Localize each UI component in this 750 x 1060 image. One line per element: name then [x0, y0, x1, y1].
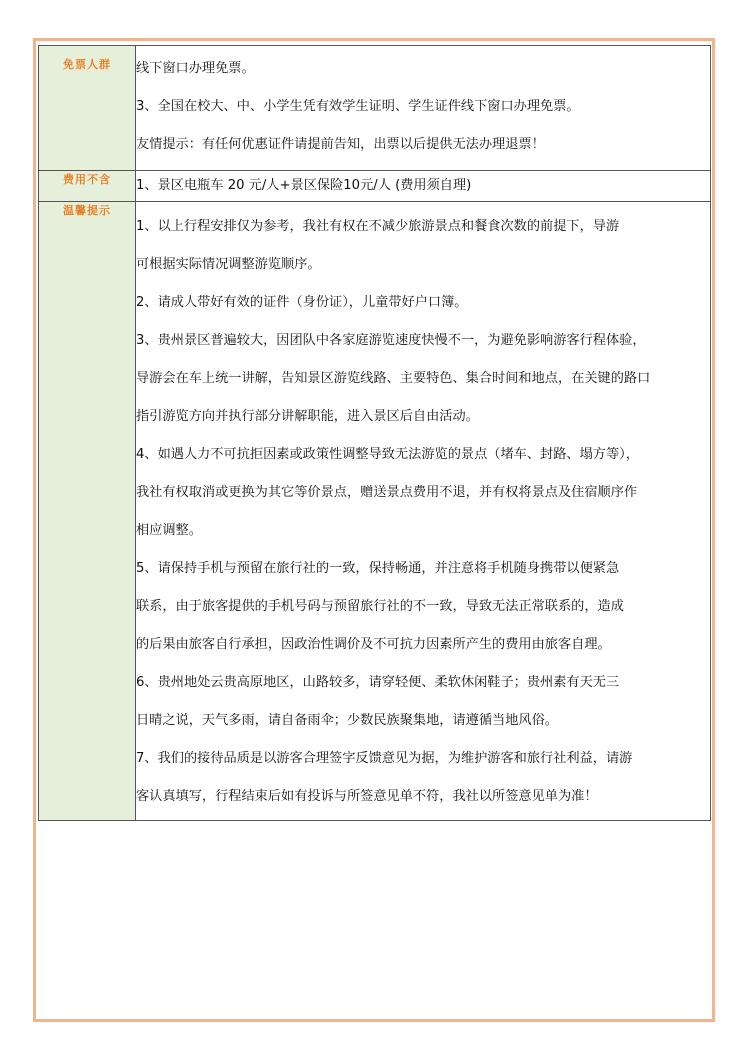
- tips-line: 指引游览方向并执行部分讲解职能，进入景区后自由活动。: [136, 409, 479, 424]
- tips-line: 6、贵州地处云贵高原地区，山路较多，请穿轻便、柔软休闲鞋子；贵州素有天无三: [136, 675, 620, 690]
- tips-row: [39, 202, 711, 821]
- tips-line: 3、贵州景区普遍较大，因团队中各家庭游览速度快慢不一，为避免影响游客行程体验，: [136, 333, 646, 348]
- tips-line: 客认真填写，行程结束后如有投诉与所签意见单不符，我社以所签意见单为准！: [136, 789, 598, 804]
- tips-line: 的后果由旅客自行承担，因政治性调价及不可抗力因素所产生的费用由旅客自理。: [136, 637, 611, 652]
- free-ticket-line: 3、全国在校大、中、小学生凭有效学生证明、学生证件线下窗口办理免票。: [136, 99, 580, 114]
- tips-line: 我社有权取消或更换为其它等价景点，赠送景点费用不退，并有权将景点及住宿顺序作: [136, 485, 638, 500]
- info-table: [38, 45, 711, 821]
- tips-line: 2、请成人带好有效的证件（身份证），儿童带好户口簿。: [136, 295, 468, 310]
- free-ticket-line: 友情提示：有任何优惠证件请提前告知，出票以后提供无法办理退票！: [136, 137, 545, 152]
- tips-line: 日晴之说，天气多雨，请自备雨伞；少数民族聚集地，请遵循当地风俗。: [136, 713, 558, 728]
- tips-line: 可根据实际情况调整游览顺序。: [136, 257, 321, 272]
- free-ticket-content: [136, 46, 711, 171]
- fee-excluded-label: 费用不含: [39, 171, 136, 202]
- tips-line: 4、如遇人力不可抗拒因素或政策性调整导致无法游览的景点（堵车、封路、塌方等），: [136, 447, 639, 462]
- tips-content: [136, 202, 711, 821]
- free-ticket-row: [39, 46, 711, 171]
- tips-line: 导游会在车上统一讲解，告知景区游览线路、主要特色、集合时间和地点，在关键的路口: [136, 371, 651, 386]
- tips-line: 7、我们的接待品质是以游客合理签字反馈意见为据，为维护游客和旅行社利益，请游: [136, 751, 633, 766]
- free-ticket-line: 线下窗口办理免票。: [136, 61, 255, 76]
- free-ticket-label: 免票人群: [39, 46, 136, 171]
- tips-label: 温馨提示: [39, 202, 136, 821]
- tips-line: 5、请保持手机与预留在旅行社的一致，保持畅通，并注意将手机随身携带以便紧急: [136, 561, 620, 576]
- fee-excluded-content: 1、景区电瓶车 20 元/人+景区保险10元/人 (费用须自理): [136, 171, 711, 202]
- tips-line: 相应调整。: [136, 523, 202, 538]
- fee-excluded-row: [39, 171, 711, 202]
- tips-line: 联系，由于旅客提供的手机号码与预留旅行社的不一致，导致无法正常联系的，造成: [136, 599, 624, 614]
- tips-line: 1、以上行程安排仅为参考，我社有权在不减少旅游景点和餐食次数的前提下，导游: [136, 219, 620, 234]
